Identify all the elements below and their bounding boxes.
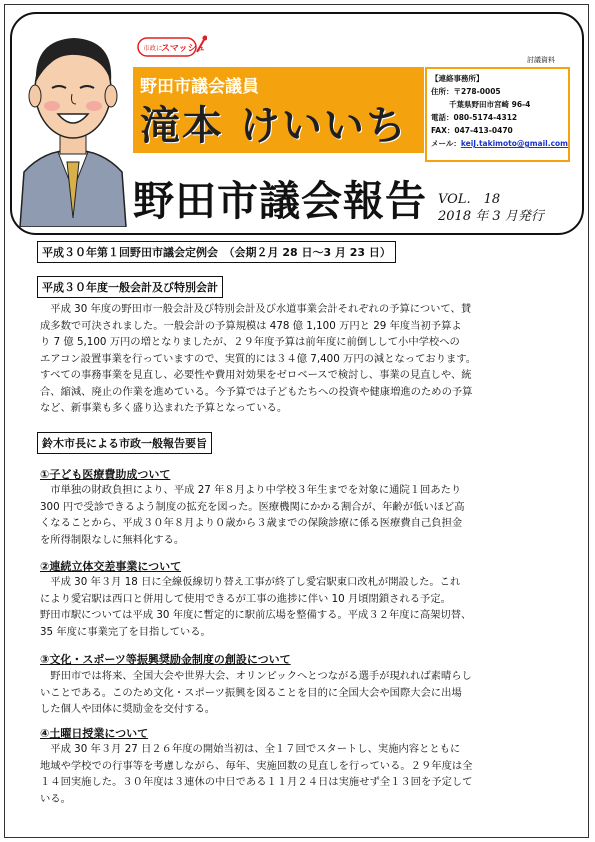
smash-logo <box>137 34 207 64</box>
section-line: １４回実施した。３０年度は３連休の中日である１１月２４日は実施せず全１３回を予定して <box>40 776 473 788</box>
contact-address-label: 住所：〒278-0005 <box>431 87 501 96</box>
report-title: 野田市議会報告 <box>133 177 427 225</box>
contact-heading: 【連絡事務所】 <box>431 74 484 83</box>
section-heading-child-medical: ①子ども医療費助成ついて <box>40 468 171 481</box>
contact-mail-link[interactable]: keiJ.takimoto@gmail.com <box>460 139 569 148</box>
budget-line: 成多数で可決されました。一般会計の予算規模は 478 億 1,100 万円と 29 年度当初予算よ <box>40 319 462 332</box>
budget-line: 合、縮減、廃止の作業を進めている。今予算では子どもたちへの投資や健康増進のための予算 <box>40 385 473 398</box>
section-line: 平成 30 年３月 27 日２６年度の開始当初は、全１７回でスタートし、実施内容とともに <box>40 743 461 755</box>
caricature-portrait <box>14 22 132 231</box>
section-heading-saturday-classes: ④土曜日授業について <box>40 727 149 740</box>
section-line: いる。 <box>40 792 71 805</box>
budget-line: 平成 30 年度の野田市一般会計及び特別会計及び水道事業会計それぞれの予算について、賛 <box>40 303 472 315</box>
budget-line: すべての事務事業を見直し、必要性や費用対効果をゼロベースで検討し、事業の見直しや、統 <box>40 369 472 381</box>
section-line: 35 年度に事業完了を目指している。 <box>40 625 211 638</box>
section-body-saturday-classes <box>40 741 560 807</box>
section-line: 300 円で受診できるよう制度の拡充を図った。医療機関にかかる割合が、年齢が低いほど高 <box>40 500 465 513</box>
section-body-child-medical <box>40 482 560 548</box>
contact-phone: 電話：080-5174-4312 <box>431 113 518 122</box>
budget-paragraph <box>40 301 560 417</box>
svg-text:市政に: 市政に <box>143 44 163 52</box>
contact-box <box>425 67 570 162</box>
section-line: により愛宕駅は西口と併用して使用できるが工事の進捗に伴い 10 月頃閉鎖される予定。 <box>40 592 451 605</box>
section-line: 野田市駅については平成 30 年度に暫定的に駅前広場を整備する。平成３２年度に高架切替、 <box>40 609 472 621</box>
contact-mail-label: メール： <box>431 139 461 148</box>
section-body-culture-sports <box>40 668 560 718</box>
section-line: 平成 30 年３月 18 日に全線仮線切り替え工事が終了し愛宕駅東口改札が開設した。これ <box>40 576 461 588</box>
section-heading-culture-sports: ③文化・スポーツ等振興奨励金制度の創設について <box>40 653 291 666</box>
section-line: 野田市では将来、全国大会や世界大会、オリンピックへとつながる選手が現れれば素晴らし <box>40 670 472 682</box>
council-member-title: 野田市議会議員 <box>140 77 259 97</box>
budget-line: り 7 億 5,100 万円の増となりましたが、２９年度予算は前年度に前倒しして小中学校への <box>40 336 460 348</box>
section-line: を所得制限なしに無料化する。 <box>40 533 185 546</box>
mayor-report-title: 鈴木市長による市政一般報告要旨 <box>37 432 212 454</box>
section-line: くなることから、平成３０年８月より０歳から３歳までの保険診療に係る医療費自己負担金 <box>40 517 463 529</box>
section-line: いことである。このため文化・スポーツ振興を図ることを目的に全国大会や国際大会に出場 <box>40 686 462 699</box>
budget-section-title: 平成３０年度一般会計及び特別会計 <box>37 276 223 298</box>
budget-line: エアコン設置事業を行っていますので、実質的には３４億 7,400 万円の減となっております。 <box>40 352 477 365</box>
contact-fax: FAX：047-413-0470 <box>431 126 513 135</box>
section-heading-railway: ②連続立体交差事業について <box>40 560 182 573</box>
volume-number: VOL. 18 <box>438 192 501 207</box>
section-line: 市単独の財政負担により、平成 27 年８月より中学校３年生までを対象に通院１回あたり <box>40 484 462 496</box>
section-line: した個人や団体に奨励金を交付する。 <box>40 703 216 715</box>
svg-text:スマッシュ: スマッシュ <box>161 44 206 54</box>
section-line: 地域や学校での行事等を考慮しながら、毎年、実施回数の見直しを行っている。２９年度は全 <box>40 759 473 772</box>
session-title: 平成３０年第１回野田市議会定例会 （会期２月 28 日～3 月 23 日） <box>37 241 396 263</box>
issue-date: 2018 年 3 月発行 <box>438 209 544 224</box>
member-name: 滝本 けいいち <box>140 103 408 149</box>
contact-mail-row <box>431 137 569 150</box>
budget-line: など、新事業も多く盛り込まれた予算となっている。 <box>40 402 288 414</box>
section-body-railway <box>40 574 560 640</box>
document-type-label: 討議資料 <box>527 56 555 64</box>
contact-address: 千葉県野田市宮崎 96-4 <box>449 100 531 109</box>
